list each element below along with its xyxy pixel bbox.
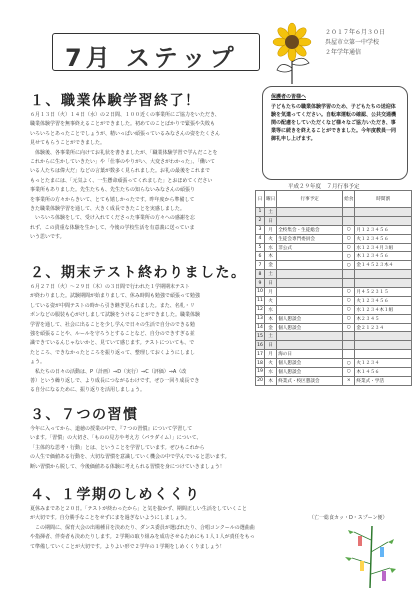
schedule-cell-d: 19 [257,369,263,375]
schedule-cell-p: 火１２３４５６ [355,234,412,243]
paragraph-line: たところ、できなかったところを振り返って、整理しておくようにしまし [30,349,195,356]
paragraph-line: 今年に入ってから、道徳の授業の中で、『７つの習慣』について学習して [30,426,193,432]
schedule-cell-w: 月 [265,288,277,297]
paragraph-line: を事業所の方々からきいて、とても嬉しかったです。昨年度から準備して [30,196,195,203]
schedule-cell-e: 海の日 [277,350,343,359]
col-dow: 曜日 [265,191,277,208]
schedule-cell-l: × [343,376,355,385]
schedule-cell-d: 15 [257,333,263,339]
section4-body [30,505,342,552]
schedule-row [256,261,412,270]
section2-heading: ２、期末テスト終わりました。 [30,265,247,281]
col-event: 行事予定 [277,191,343,208]
paragraph-line: 職業体験学習を無事終えることができました。初めてのことばかりで緊張や失敗も [30,121,216,128]
paragraph-line: いう思いです。 [30,234,65,241]
schedule-cell-e [277,305,343,314]
paragraph-line: 事業所もありました。先生たちも、先生たちの知らないみなさんの頑張り [30,187,196,194]
col-period: 時間割 [355,191,412,208]
paragraph-line: 善）という繰り返しで、より成長につながるわけです。ぜひ一回り成長でき [30,378,200,385]
schedule-cell-d: 8 [256,270,265,279]
schedule-cell-e [277,341,343,350]
paragraph-line: 体験後、各事業所に向けてお礼状を書きましたが、「職業体験学習で学んだことを [30,149,218,156]
parent-notice [262,86,408,180]
schedule-cell-p [355,332,412,341]
schedule-cell-e: 個人懇談会 [277,368,343,377]
schedule-header-row [256,191,412,208]
schedule-cell-d: 10 [257,289,263,295]
schedule-cell-d: 12 [257,307,263,313]
paragraph-line: て準備していくことが大切です。よりよい形で２学年の１学期をしめくくりましょう！ [30,543,225,550]
paragraph-line: が終わりました。試験期間が始まりまして、休み時間も勉強で頑張って勉強 [30,293,200,300]
schedule-row [256,288,412,297]
schedule-row [256,314,412,323]
schedule-cell-e [277,270,343,279]
schedule-cell-p: 火１２３４５６ [355,296,412,305]
schedule-cell-l: ○ [343,288,355,297]
paragraph-line: 強を頑張ることや、ルールを守ろうとすることなど、自分のできすぎる並 [30,331,195,338]
schedule-row [256,368,412,377]
schedule-cell-w: 木 [265,314,277,323]
schedule-cell-p: 火１２３４ [355,359,412,368]
paragraph-line: 夏休みまであと２０日。「テストが終わったから」と気を抜かず、期間正しい生活をしていくこと [30,506,247,512]
paragraph-line: 「主体的な思考・行動」とは、ということを学習しています。ぜひもこれから [30,444,205,451]
schedule-body [256,208,412,386]
col-date: 日 [256,191,265,208]
schedule-cell-l [343,350,355,359]
schedule-cell-l [343,208,355,217]
schedule-cell-e [277,288,343,297]
schedule-cell-l: ○ [343,305,355,314]
schedule-cell-l [343,216,355,225]
schedule-row [256,216,412,225]
schedule-cell-d: 1 [256,208,265,217]
section3-body [30,425,402,472]
schedule-cell-e [277,252,343,261]
paragraph-line: ６月１３日（火）１４日（水）の２日間、１００近くの事業所にご協力をいただき、 [30,112,220,118]
tanabata-bamboo-icon [340,520,400,590]
schedule-row [256,350,412,359]
paragraph-line: ょう。 [30,359,46,366]
schedule-cell-e: 全校集会・生徒総会 [277,225,343,234]
schedule-cell-l: ○ [343,323,355,332]
schedule-cell-d: 13 [257,316,263,322]
schedule-row [256,252,412,261]
schedule-cell-w: 火 [265,234,277,243]
schedule-cell-w: 土 [265,208,277,217]
paragraph-line: 学習を通して、社会に出ることを少し学んで日々の生活で自分のできる勉 [30,321,195,328]
paragraph-line: の人生で価値ある行動を、大切な習慣を意識していく機会の中で学んでいると思います。 [30,454,230,461]
newsletter-name: ２年学年通信 [325,49,362,56]
paragraph-line: る自分になるために、振り返りを活用しましょう。 [30,387,146,394]
schedule-row [256,208,412,217]
schedule-cell-p: 金２１２３４ [355,323,412,332]
section3-credit: （亡一総食カッ・D・スプーン便） [309,515,388,521]
schedule-cell-p [355,216,412,225]
schedule-row [256,225,412,234]
schedule-cell-l: ○ [343,359,355,368]
schedule-row [256,279,412,288]
paragraph-line: この期間に、保育大会の出場種目を決めたり、ダンス委員が選ばれたり、合唱コンクールの選曲曲 [30,524,255,531]
schedule-cell-p: 金１４５２３木４ [355,261,412,270]
paragraph-line: いる人たちは偉大だ」などの言葉が数多く見られました。お礼の最後をこれまで [30,168,211,175]
schedule-cell-e: 個人懇談会 [277,323,343,332]
schedule-cell-w: 金 [265,261,277,270]
schedule-title: 平成２９年度 ７月行事予定 [288,184,360,190]
schedule-cell-e: 個人懇談会 [277,314,343,323]
title-box [52,33,260,71]
schedule-cell-w: 火 [265,296,277,305]
schedule-cell-w: 金 [265,323,277,332]
schedule-cell-l: ○ [343,234,355,243]
schedule-cell-d: 18 [257,360,263,366]
paragraph-line: きた職業体験学習を通して、大きく成長できたことを実感しました。 [30,206,185,213]
parent-notice-body: 子どもたちの職業体験学習のため、子どもたちの送迎体験を気遣ってください。自転車運転の確認、公共交通機関の配慮をしていただくなど様々なご協力いただき、事業等に続きを終えることができました。今年度教員一同御礼申し上げます。 [271,104,397,142]
schedule-cell-w: 日 [265,341,277,350]
issue-date: ２０１７年６月３０日 [325,29,386,36]
schedule-cell-p: 水１２３４木１組 [355,305,412,314]
schedule-row [256,376,412,385]
page-title: 7月 ステップ [65,44,238,72]
schedule-row [256,270,412,279]
schedule-cell-l: ○ [343,225,355,234]
paragraph-line: 私たちの日々の活動は、P（計画）⇒D（実行）⇒C（評価）⇒A（改 [30,368,187,375]
schedule-cell-p: 木１４５６ [355,368,412,377]
schedule-cell-l [343,341,355,350]
schedule-cell-p [355,208,412,217]
schedule-cell-d: 5 [256,243,265,252]
schedule-cell-w: 水 [265,368,277,377]
schedule-cell-p [355,270,412,279]
schedule-cell-d: 6 [256,252,265,261]
section1-body [30,111,250,243]
schedule-cell-w: 月 [265,350,277,359]
schedule-cell-w: 木 [265,376,277,385]
paragraph-line: います。「習慣」の大切さ、「ものの見方や考え方（パラダイム）」について、 [30,435,202,442]
schedule-cell-l: ○ [343,252,355,261]
schedule-cell-p: 木２３４５ [355,314,412,323]
schedule-row [256,359,412,368]
schedule-cell-p [355,279,412,288]
schedule-cell-d: 7 [256,261,265,270]
schedule-cell-d: 4 [256,234,265,243]
schedule-cell-p [355,350,412,359]
paragraph-line: 見せてもらうことができました。 [30,140,106,147]
col-lunch: 給食 [343,191,355,208]
paragraph-line: 断い習慣から脱して、今後価値ある体験に考えられる習慣を身につけていきましょう！ [30,463,225,470]
paragraph-line: や指揮者、伴奏者も決めたりします。２学期の取り組みを成功させるためにも１人１人が責任をもっ [30,534,255,541]
section1-heading: １、職業体験学習終了！ [30,93,201,109]
schedule-cell-p: 月１２３４５６ [355,225,412,234]
schedule-cell-l [343,279,355,288]
schedule-cell-d: 17 [257,351,263,357]
paragraph-line: いろいろとあったことでしょうが、精いっぱい頑張っているみなさんの姿をたくさん [30,130,220,137]
schedule-cell-p: 水１２３４月３組 [355,243,412,252]
schedule-cell-e [277,332,343,341]
schedule-cell-w: 火 [265,359,277,368]
schedule-cell-e [277,279,343,288]
paragraph-line: ６月２７日（火）～２９日（木）の３日間で行われた１学期期末テスト [30,284,190,290]
sunflower-icon [265,20,320,85]
schedule-cell-w: 月 [265,225,277,234]
paragraph-line: いろいろ体験をして、受け入れてくださった事業所の方々への感謝を忘 [30,215,195,222]
paragraph-line: これからに生かしていきたい」や「仕事のやりがい、大変さがわかった」、「働いて [30,159,216,166]
schedule-cell-l: ○ [343,368,355,377]
parent-notice-title: 保護者の皆様へ [271,94,307,100]
schedule-cell-w: 日 [265,216,277,225]
schedule-cell-d: 3 [256,225,265,234]
section2-body [30,283,250,396]
schedule-cell-p: 終業式・学活 [355,376,412,385]
section4-heading: ４、１学期のしめくくり [30,487,201,503]
schedule-cell-w: 土 [265,270,277,279]
paragraph-line: している姿が中間テストの時から引き継ぎ見られました。また、名札・リ [30,302,195,309]
schedule-cell-l: ○ [343,296,355,305]
schedule-row [256,323,412,332]
schedule-cell-p: 月４５２３１５ [355,288,412,297]
schedule-cell-d: 20 [257,378,263,384]
schedule-cell-p: 木１２３４５６ [355,252,412,261]
schedule-row [256,243,412,252]
schedule-cell-e [277,216,343,225]
school-name: 呉屋市立第一中学校 [325,39,380,46]
schedule-cell-e: 生徒会専門委員会 [277,234,343,243]
paragraph-line: れず、この貴重な体験を生かして、今後の学校生活を有意義に送っていま [30,224,195,231]
schedule-cell-e [277,208,343,217]
paragraph-line: が大切です。自分勝手なことをせずにまを過ぎないようにしましょう。 [30,515,190,522]
schedule-cell-d: 2 [256,216,265,225]
schedule-cell-w: 日 [265,279,277,288]
section3-heading: ３、７つの習慣 [30,407,139,423]
schedule-table [255,190,412,386]
schedule-cell-e: 終業式・校区懇談会 [277,376,343,385]
schedule-row [256,305,412,314]
schedule-cell-e [277,261,343,270]
schedule-cell-l: ○ [343,261,355,270]
paragraph-line: 識できているんじゃないかと、見ていて感じます。テストについても、で [30,340,195,347]
paragraph-line: もっとたまには、「元気よく、一生懸命頑張ってくれました」とおほめてください [30,177,213,184]
schedule-cell-p [355,341,412,350]
schedule-row [256,234,412,243]
schedule-cell-w: 水 [265,243,277,252]
paragraph-line: ボンなどの服装も心がけしまして試験をうけることができました。職業体験 [30,312,201,319]
schedule-cell-l [343,332,355,341]
schedule-cell-d: 11 [257,298,263,304]
schedule-cell-d: 16 [257,342,263,348]
schedule-cell-l [343,270,355,279]
schedule-cell-d: 9 [256,279,265,288]
schedule-cell-l: ○ [343,314,355,323]
schedule-cell-w: 木 [265,252,277,261]
schedule-cell-e: 個人懇談会 [277,359,343,368]
schedule-cell-e [277,296,343,305]
schedule-cell-d: 14 [257,325,263,331]
schedule-row [256,296,412,305]
schedule-row [256,332,412,341]
schedule-cell-w: 土 [265,332,277,341]
schedule-cell-e: 非公式 [277,243,343,252]
schedule-cell-l: ○ [343,243,355,252]
schedule-cell-w: 水 [265,305,277,314]
schedule-row [256,341,412,350]
header-meta [325,28,385,58]
